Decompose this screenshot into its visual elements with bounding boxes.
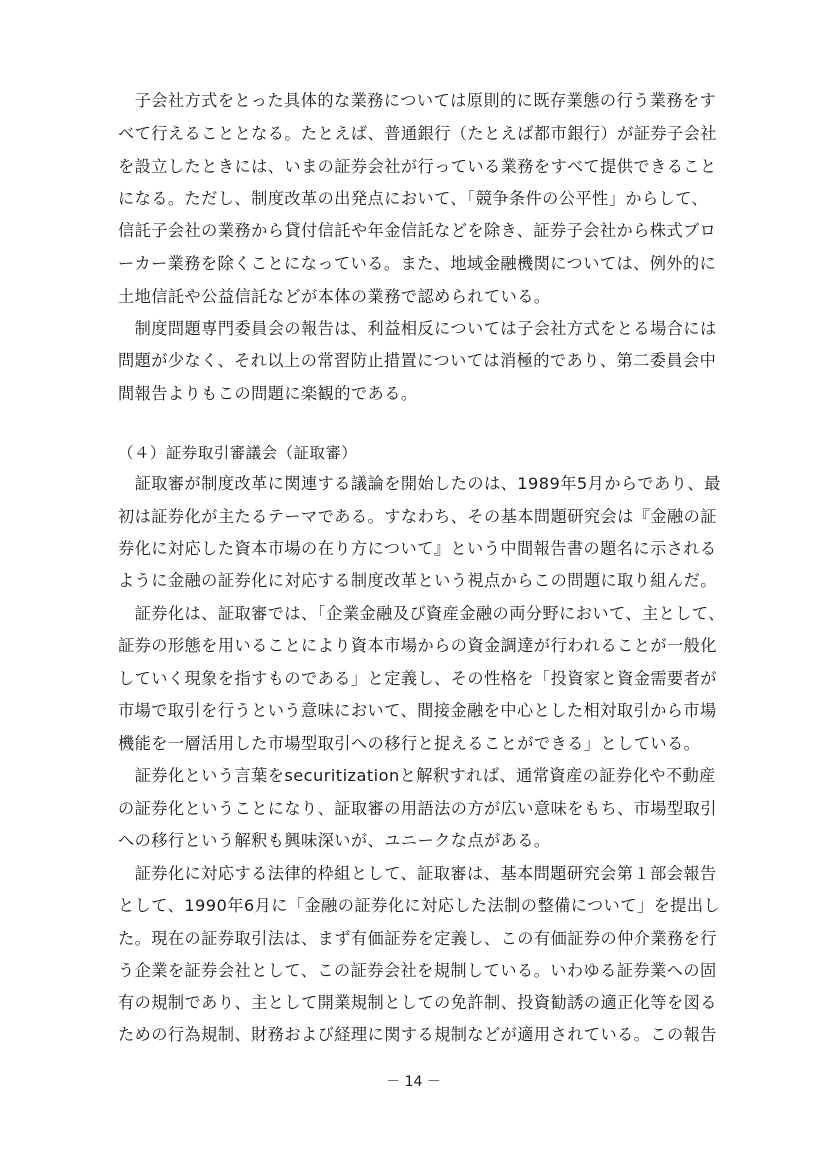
text-line: になる。ただし、制度改革の出発点において、「競争条件の公平性」からして、 <box>118 189 709 208</box>
text-line: を設立したときには、いまの証券会社が行っている業務をすべて提供できること <box>118 157 717 176</box>
text-line: 機能を一層活用した市場型取引への移行と捉えることができる」としている。 <box>118 734 701 753</box>
page-number: － 14 － <box>386 1074 441 1090</box>
text-line: 問題が少なく、それ以上の常習防止措置については消極的であり、第二委員会中 <box>118 351 717 370</box>
text-line: 証券化という言葉をsecuritizationと解釈すれば、通常資産の証券化や不動産 <box>118 766 716 785</box>
text-line: べて行えることとなる。たとえば、普通銀行（たとえば都市銀行）が証券子会社 <box>118 124 717 143</box>
text-line: 間報告よりもこの問題に楽観的である。 <box>118 384 418 403</box>
text-line: 初は証券化が主たるテーマである。すなわち、その基本問題研究会は『金融の証 <box>118 507 717 526</box>
text-line: として、1990年6月に「金融の証券化に対応した法制の整備について」を提出し <box>118 896 721 915</box>
text-line: ように金融の証券化に対応する制度改革という視点からこの問題に取り組んだ。 <box>118 571 717 590</box>
text-line: 土地信託や公益信託などが本体の業務で認められている。 <box>118 287 551 306</box>
text-line: ーカー業務を除くことになっている。また、地域金融機関については、例外的に <box>118 254 717 273</box>
text-line: 証券の形態を用いることにより資本市場からの資金調達が行われることが一般化 <box>118 636 717 655</box>
text-line: ための行為規制、財務および経理に関する規制などが適用されている。この報告 <box>118 1025 717 1044</box>
text-line: の証券化ということになり、証取審の用語法の方が広い意味をもち、市場型取引 <box>118 799 717 818</box>
section-heading: （４）証券取引審議会（証取審） <box>118 444 358 462</box>
text-line: 証券化は、証取審では、「企業金融及び資産金融の両分野において、主として、 <box>118 604 725 623</box>
text-line: う企業を証券会社として、この証券会社を規制している。いわゆる証券業への固 <box>118 961 717 980</box>
text-line: 信託子会社の業務から貸付信託や年金信託などを除き、証券子会社から株式ブロ <box>118 221 717 240</box>
text-line: 子会社方式をとった具体的な業務については原則的に既存業態の行う業務をす <box>118 91 717 110</box>
text-line: していく現象を指すものである」と定義し、その性格を「投資家と資金需要者が <box>118 669 717 688</box>
text-line: への移行という解釈も興味深いが、ユニークな点がある。 <box>118 831 551 850</box>
text-line: 証取審が制度改革に関連する議論を開始したのは、1989年5月からであり、最 <box>118 474 721 493</box>
text-line: 証券化に対応する法律的枠組として、証取審は、基本問題研究会第１部会報告 <box>118 864 717 883</box>
text-line: 市場で取引を行うという意味において、間接金融を中心とした相対取引から市場 <box>118 701 717 720</box>
text-line: 有の規制であり、主として開業規制としての免許制、投資勧誘の適正化等を図る <box>118 993 717 1012</box>
text-line: た。現在の証券取引法は、まず有価証券を定義し、この有価証券の仲介業務を行 <box>118 929 717 948</box>
text-line: 券化に対応した資本市場の在り方について』という中間報告書の題名に示される <box>118 539 717 558</box>
text-line: 制度問題専門委員会の報告は、利益相反については子会社方式をとる場合には <box>118 319 717 338</box>
